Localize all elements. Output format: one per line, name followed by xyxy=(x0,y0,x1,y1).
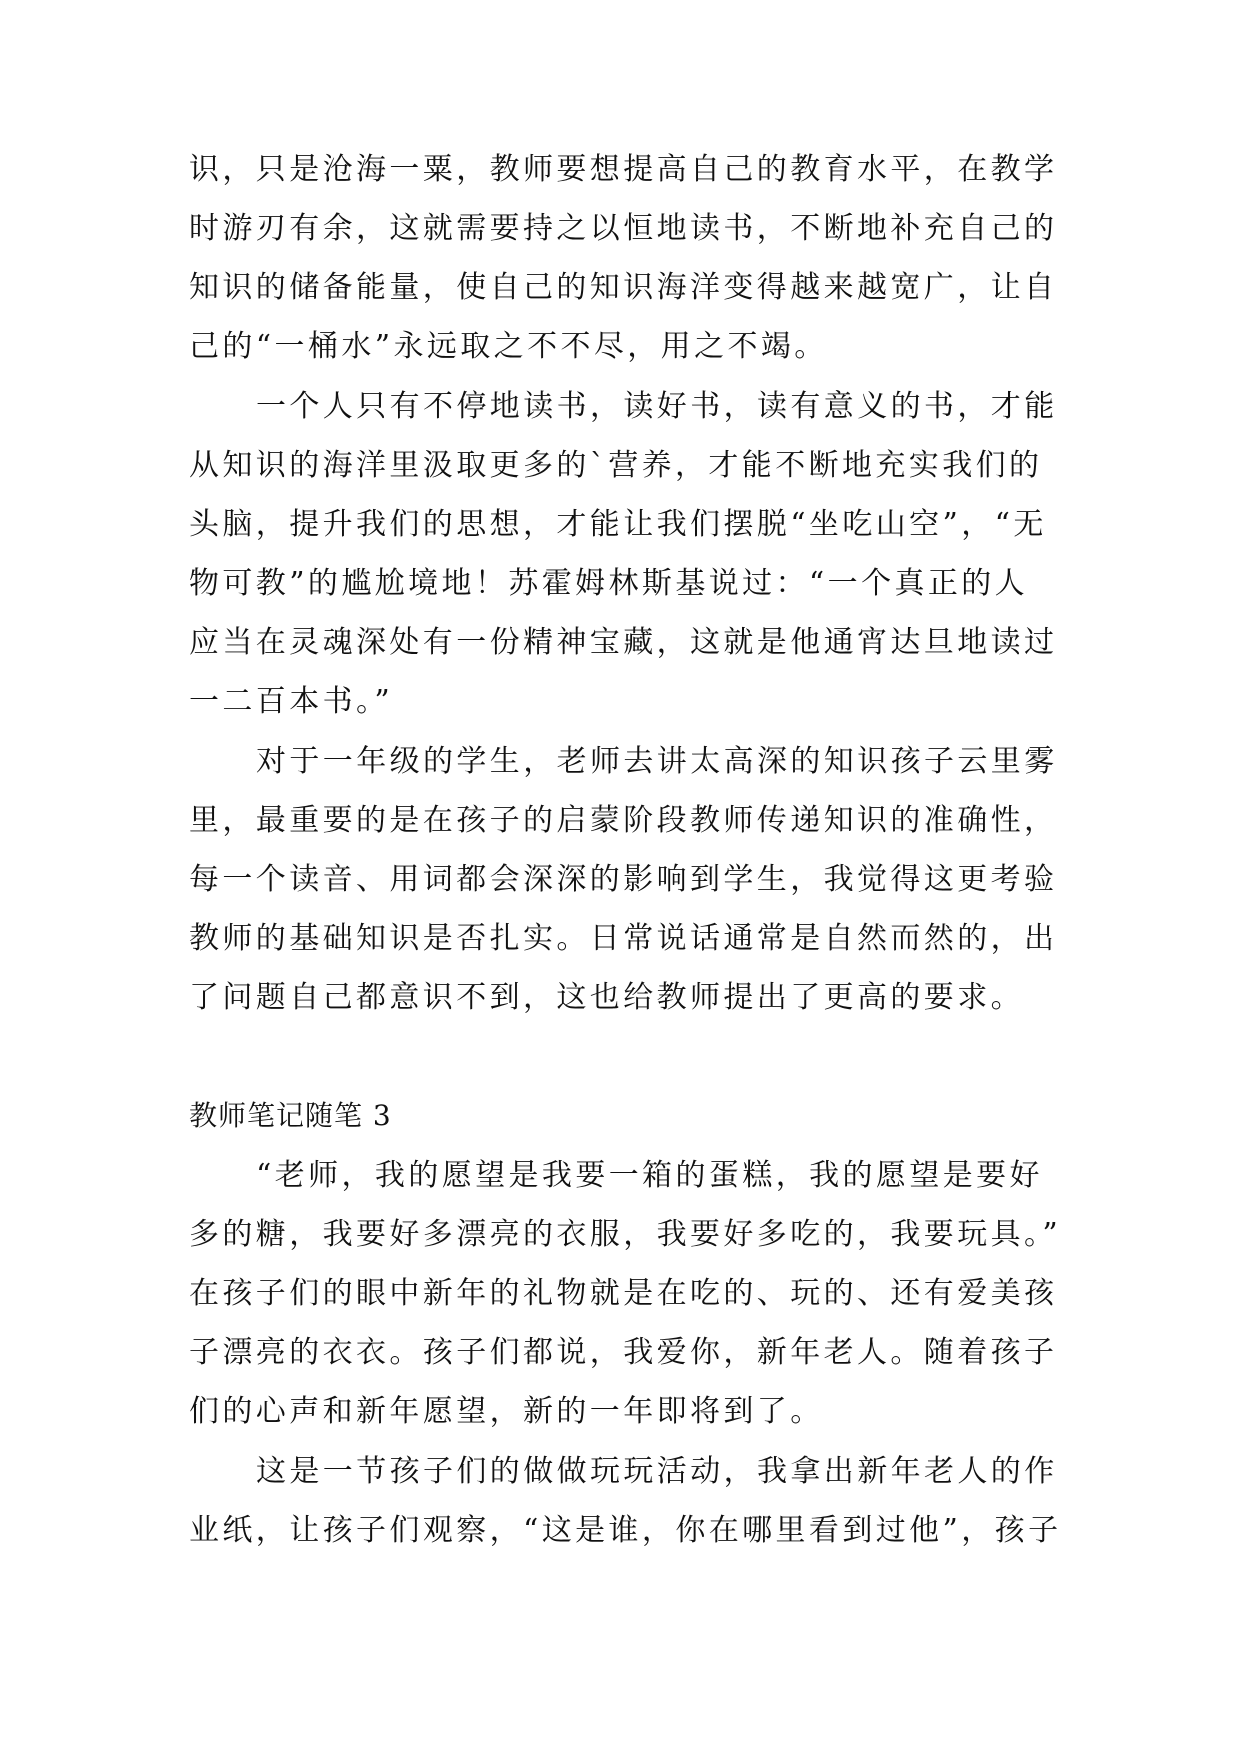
text-line: 对于一年级的学生，老师去讲太高深的知识孩子云里雾 xyxy=(256,744,1058,779)
text-line: 应当在灵魂深处有一份精神宝藏，这就是他通宵达旦地读过 xyxy=(189,625,1058,660)
text-line: 知识的储备能量，使自己的知识海洋变得越来越宽广，让自 xyxy=(189,270,1058,305)
text-line: 子漂亮的衣衣。孩子们都说，我爱你，新年老人。随着孩子 xyxy=(189,1335,1058,1370)
text-line: 己的“一桶水”永远取之不不尽，用之不竭。 xyxy=(189,329,828,364)
text-line: 头脑，提升我们的思想，才能让我们摆脱“坐吃山空”，“无 xyxy=(189,507,1047,542)
text-line: 识，只是沧海一粟，教师要想提高自己的教育水平，在教学 xyxy=(189,152,1058,187)
text-line: “老师，我的愿望是我要一箱的蛋糕，我的愿望是要好 xyxy=(256,1158,1043,1193)
text-line: 从知识的海洋里汲取更多的`营养，才能不断地充实我们的 xyxy=(189,448,1043,483)
text-line: 业纸，让孩子们观察，“这是谁，你在哪里看到过他”，孩子 xyxy=(189,1513,1062,1548)
text-line: 这是一节孩子们的做做玩玩活动，我拿出新年老人的作 xyxy=(256,1454,1058,1489)
text-line: 每一个读音、用词都会深深的影响到学生，我觉得这更考验 xyxy=(189,862,1058,897)
text-line: 里，最重要的是在孩子的启蒙阶段教师传递知识的准确性， xyxy=(189,803,1058,838)
text-line: 了问题自己都意识不到，这也给教师提出了更高的要求。 xyxy=(189,980,1024,1015)
text-line: 在孩子们的眼中新年的礼物就是在吃的、玩的、还有爱美孩 xyxy=(189,1276,1058,1311)
text-line: 一二百本书。” xyxy=(189,684,394,719)
text-line: 们的心声和新年愿望，新的一年即将到了。 xyxy=(189,1394,824,1429)
text-line: 教师的基础知识是否扎实。日常说话通常是自然而然的，出 xyxy=(189,921,1058,956)
text-line: 时游刃有余，这就需要持之以恒地读书，不断地补充自己的 xyxy=(189,211,1058,246)
section-heading: 教师笔记随笔 3 xyxy=(189,1099,392,1132)
text-line: 物可教”的尴尬境地！苏霍姆林斯基说过：“一个真正的人 xyxy=(189,566,1029,601)
text-line: 多的糖，我要好多漂亮的衣服，我要好多吃的，我要玩具。” xyxy=(189,1217,1062,1252)
text-line: 一个人只有不停地读书，读好书，读有意义的书，才能 xyxy=(256,389,1058,424)
